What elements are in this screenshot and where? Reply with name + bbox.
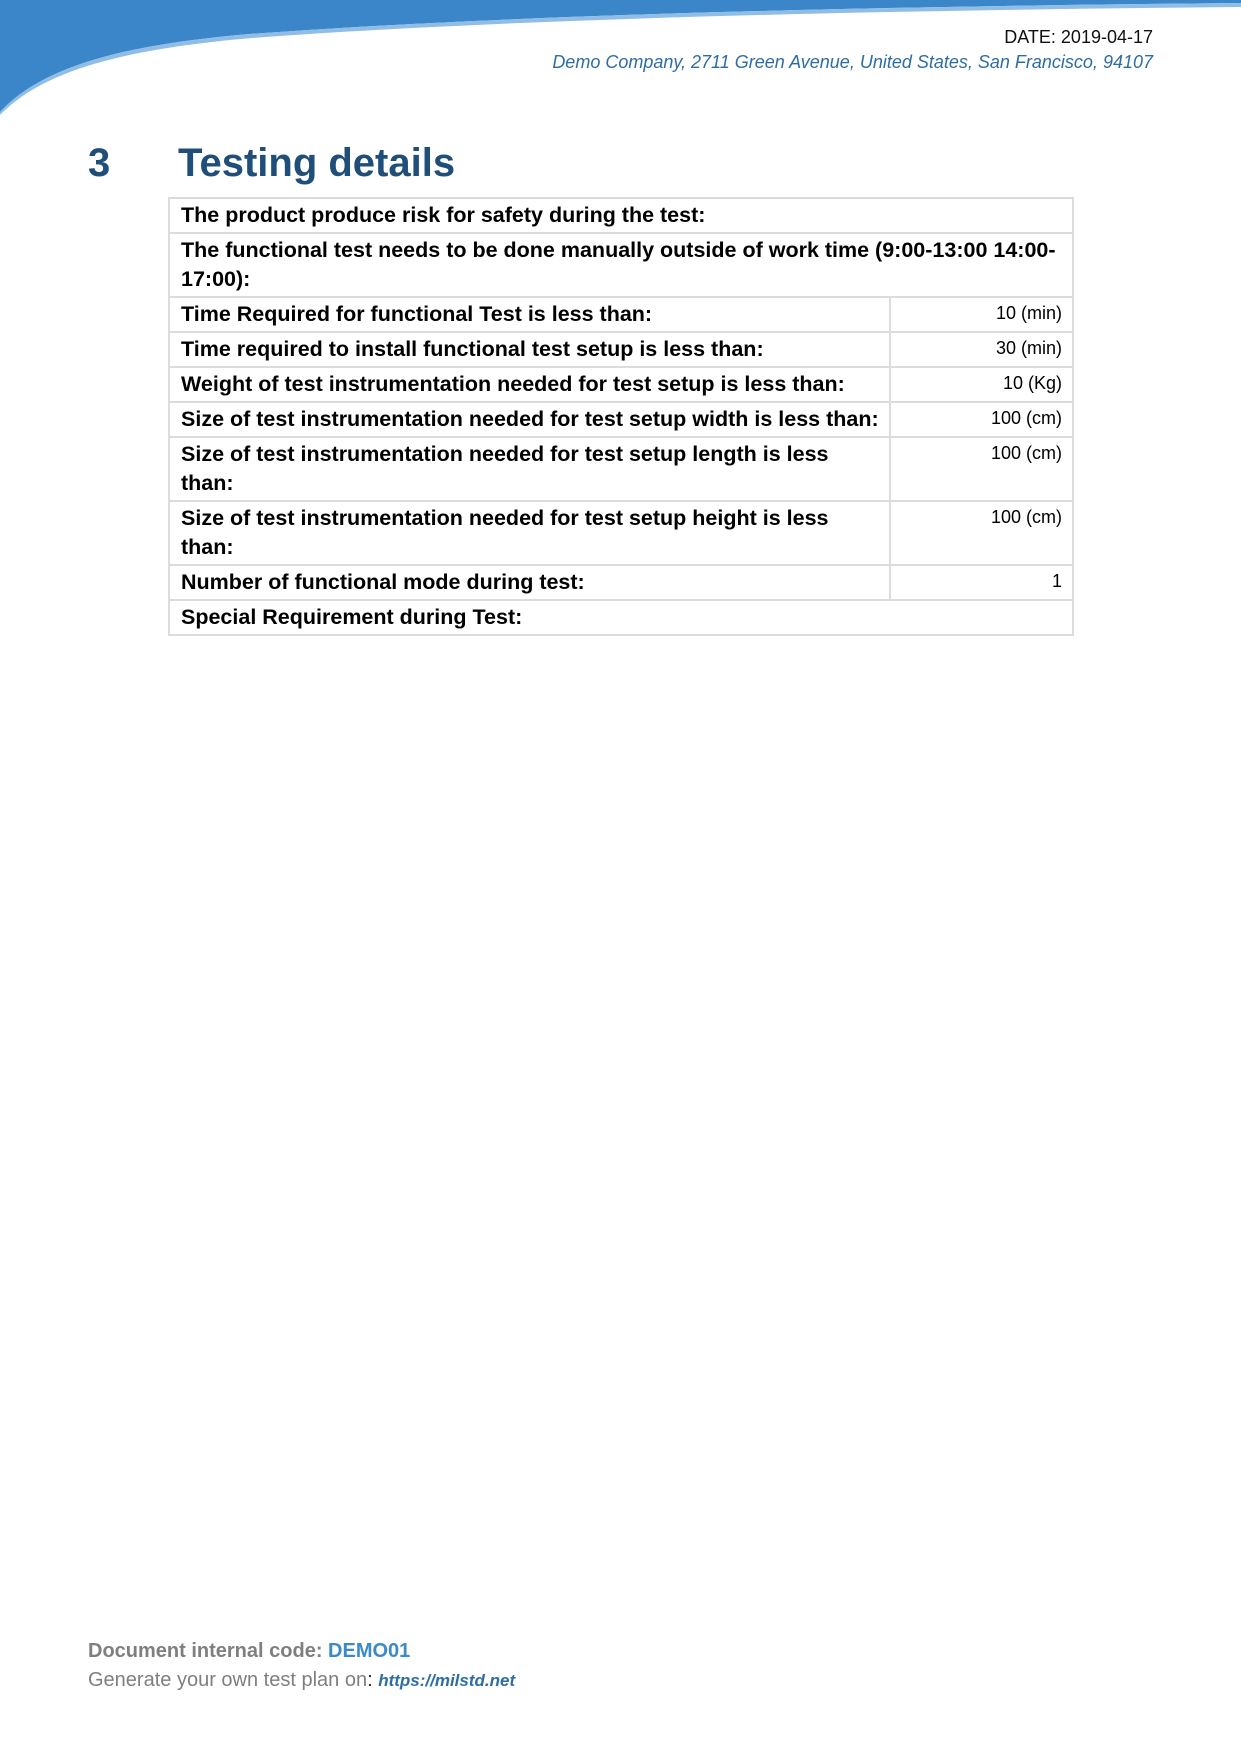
details-row-value: 10 (min) [890,297,1073,332]
details-row [169,600,1073,635]
details-row-value: 100 (cm) [890,437,1073,501]
footer-code-label: Document internal code: [88,1640,323,1662]
details-row-label: The functional test needs to be done manually outside of work time (9:00-13:00 14:00-17:00): [169,233,1073,297]
details-row-label: Size of test instrumentation needed for test setup width is less than: [169,402,890,437]
details-row-value: 30 (min) [890,332,1073,367]
details-row-value: 10 (Kg) [890,367,1073,402]
details-row [169,332,1073,367]
footer-code-value: DEMO01 [328,1640,411,1662]
testing-details-table [168,197,1074,636]
details-row-label: Size of test instrumentation needed for test setup height is less than: [169,501,890,565]
details-row-label: Special Requirement during Test: [169,600,1073,635]
details-row-label: Size of test instrumentation needed for test setup length is less than: [169,437,890,501]
details-row [169,402,1073,437]
details-row-label: Weight of test instrumentation needed for test setup is less than: [169,367,890,402]
details-row-label: Time required to install functional test setup is less than: [169,332,890,367]
details-row-label: Time Required for functional Test is less than: [169,297,890,332]
milstd-link[interactable]: https://milstd.net [378,1671,516,1690]
header-date: DATE: 2019-04-17 [1004,27,1153,47]
details-row [169,233,1073,297]
details-row-label: The product produce risk for safety during the test: [169,198,1073,233]
section-number: 3 [88,140,111,185]
footer-generate-colon: : [367,1669,373,1691]
details-row-label: Number of functional mode during test: [169,565,890,600]
details-row [169,565,1073,600]
details-row [169,297,1073,332]
testing-details-body [169,198,1073,635]
footer-document-code [88,1640,410,1663]
section-title: Testing details [178,140,456,185]
details-row [169,198,1073,233]
details-row [169,501,1073,565]
header-company-address: Demo Company, 2711 Green Avenue, United States, San Francisco, 94107 [552,52,1153,72]
footer-generate-text: Generate your own test plan on [88,1669,368,1691]
details-row-value: 1 [890,565,1073,600]
section-heading [88,138,455,188]
details-row [169,367,1073,402]
details-row [169,437,1073,501]
details-row-value: 100 (cm) [890,501,1073,565]
footer-generate-line [88,1669,515,1692]
details-row-value: 100 (cm) [890,402,1073,437]
